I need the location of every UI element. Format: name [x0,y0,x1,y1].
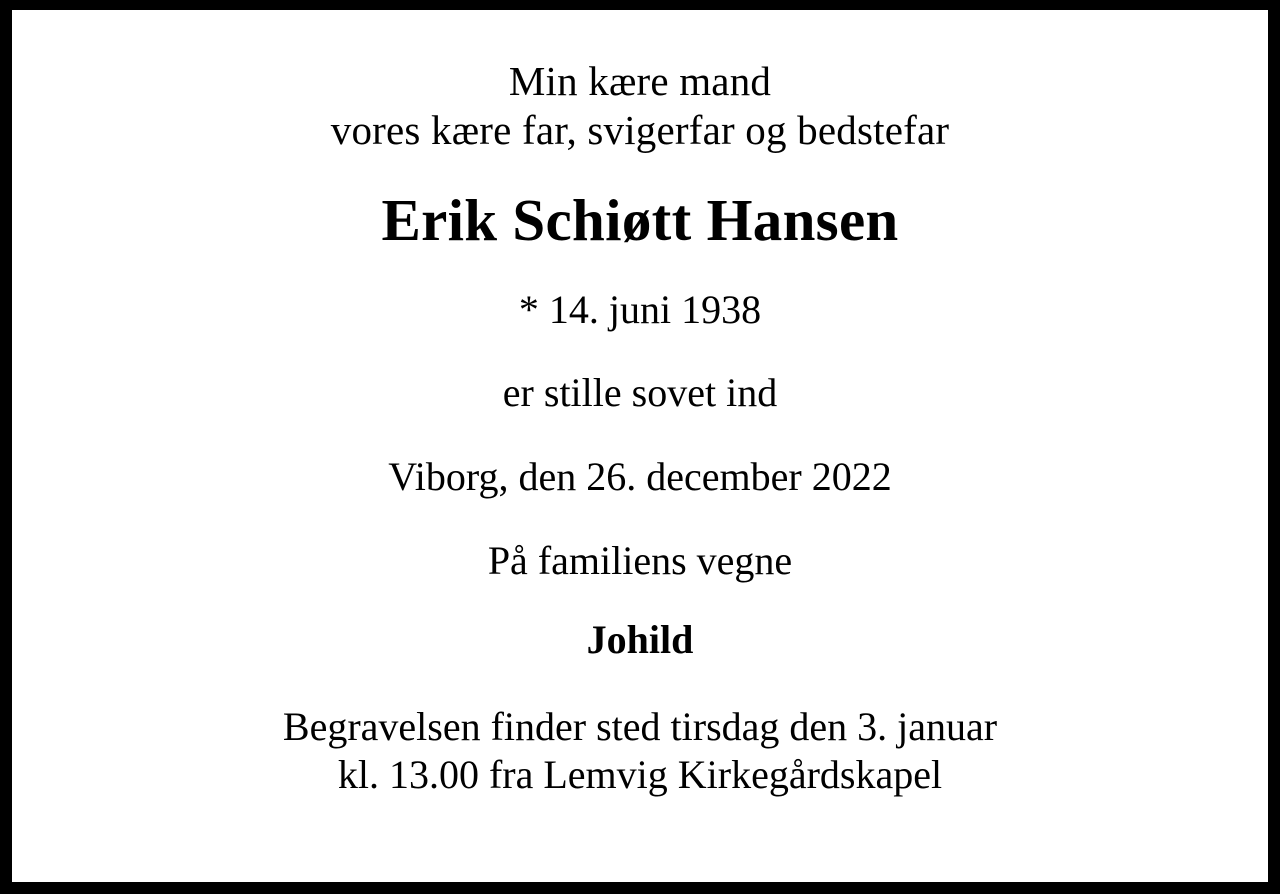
intro-line-1: Min kære mand [508,58,772,104]
passing-statement: er stille sovet ind [502,370,778,416]
funeral-details-line-2: kl. 13.00 fra Lemvig Kirkegårdskapel [337,752,943,798]
signature-name: Johild [586,617,694,663]
deceased-name: Erik Schiøtt Hansen [381,187,899,254]
obituary-notice [12,10,1268,882]
funeral-details-line-1: Begravelsen finder sted tirsdag den 3. januar [282,703,998,749]
on-behalf-text: På familiens vegne [487,537,793,583]
birth-date: * 14. juni 1938 [518,286,762,332]
intro-line-2: vores kære far, svigerfar og bedstefar [330,106,950,153]
place-and-date-of-death: Viborg, den 26. december 2022 [388,453,892,499]
